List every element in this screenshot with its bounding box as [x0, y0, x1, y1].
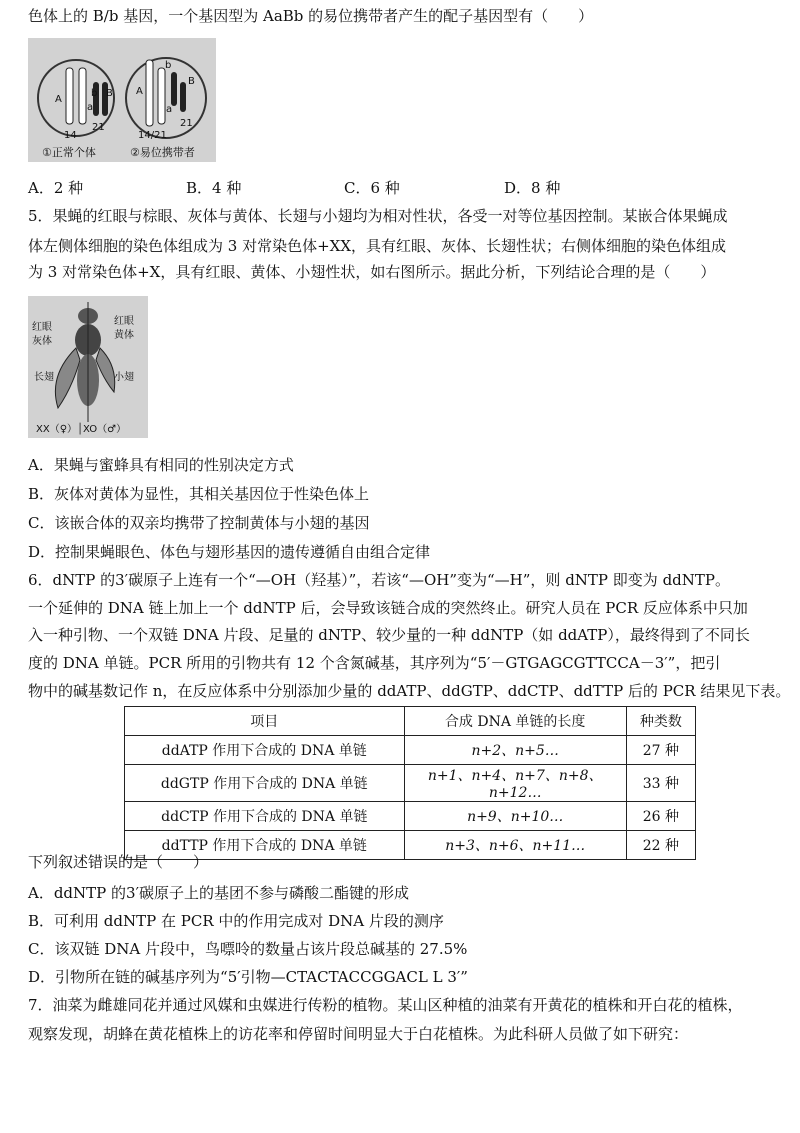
fly-label-red-eye-left: 红眼 [32, 322, 52, 333]
table-header: 合成 DNA 单链的长度 [404, 707, 626, 736]
q6-stem-line-4: 度的 DNA 单链。PCR 所用的引物共有 12 个含氮碱基，其序列为“5′－GTGAGCGTTCCA－3′”，把引 [28, 654, 721, 672]
fig-label-14-left: 14 [64, 130, 77, 141]
q6-stem-line-1: 6．dNTP 的3′碳原子上连有一个“—OH（羟基）”，若该“—OH”变为“—H”，则 dNTP 即变为 ddNTP。 [28, 571, 730, 589]
fig-label-21-left: 21 [92, 122, 105, 133]
fig-label-21-right: 21 [180, 118, 193, 129]
table-header: 种类数 [626, 707, 695, 736]
table-cell: ddGTP 作用下合成的 DNA 单链 [125, 765, 405, 802]
fig-caption-carrier: ②易位携带者 [130, 146, 195, 159]
table-cell: n+3、n+6、n+11… [404, 831, 626, 860]
fig-label-A-left: A [55, 94, 62, 105]
q5-stem-line-1: 5．果蝇的红眼与棕眼、灰体与黄体、长翅与小翅均为相对性状，各受一对等位基因控制。某嵌合体果蝇成 [28, 207, 728, 225]
fly-label-long-wing: 长翅 [34, 372, 54, 383]
q6-option-c[interactable]: C．该双链 DNA 片段中，鸟嘌呤的数量占该片段总碱基的 27.5% [28, 940, 468, 958]
fly-label-gray-body: 灰体 [32, 336, 52, 347]
table-cell: n+1、n+4、n+7、n+8、n+12… [404, 765, 626, 802]
q4-option-b[interactable]: B．4 种 [186, 179, 242, 197]
fig-label-a-left: a [87, 102, 94, 113]
fig-label-b-left: b [91, 88, 98, 99]
q5-stem-line-3: 为 3 对常染色体+X，具有红眼、黄体、小翅性状，如右图所示。据此分析，下列结论合理的是（ ） [28, 263, 716, 281]
fig-label-B-right: B [188, 76, 195, 87]
q6-stem-line-3: 入一种引物、一个双链 DNA 片段、足量的 dNTP、较少量的一种 ddNTP（如 ddATP），最终得到了不同长 [28, 626, 750, 644]
q4-option-d[interactable]: D．8 种 [504, 179, 561, 197]
q6-stem-line-2: 一个延伸的 DNA 链上加上一个 ddNTP 后，会导致该链合成的突然终止。研究人员在 PCR 反应体系中只加 [28, 599, 748, 617]
q7-stem-line-2: 观察发现，胡蜂在黄花植株上的访花率和停留时间明显大于白花植株。为此科研人员做了如下研究： [28, 1025, 689, 1043]
table-cell: ddTTP 作用下合成的 DNA 单链 [125, 831, 405, 860]
fig-label-a-right: a [166, 104, 173, 115]
table-cell: n+9、n+10… [404, 802, 626, 831]
q7-stem-line-1: 7．油菜为雌雄同花并通过风媒和虫媒进行传粉的植物。某山区种植的油菜有开黄花的植株和开白花的植株， [28, 996, 743, 1014]
fruit-fly-figure [28, 296, 148, 438]
table-cell: n+2、n+5… [404, 736, 626, 765]
table-row [125, 802, 696, 831]
fly-label-chromosomes: XX（♀）│XO（♂） [36, 424, 127, 435]
q6-ask: 下列叙述错误的是（ ） [28, 853, 209, 871]
fig-label-B-left: B [106, 88, 113, 99]
table-row [125, 736, 696, 765]
table-cell: 26 种 [626, 802, 695, 831]
q6-option-d[interactable]: D．引物所在链的碱基序列为“5′引物—CTACTACCGGACL L 3′” [28, 968, 468, 986]
pcr-results-table [124, 706, 696, 860]
q6-stem-line-5: 物中的碱基数记作 n，在反应体系中分别添加少量的 ddATP、ddGTP、ddCTP、ddTTP 后的 PCR 结果见下表。 [28, 682, 791, 700]
q4-option-c[interactable]: C．6 种 [344, 179, 400, 197]
q4-stem-line: 色体上的 B/b 基因，一个基因型为 AaBb 的易位携带者产生的配子基因型有（ ） [28, 7, 594, 25]
table-cell: 22 种 [626, 831, 695, 860]
q4-option-a[interactable]: A．2 种 [28, 179, 84, 197]
fly-label-red-eye-right: 红眼 [114, 316, 134, 327]
q6-option-a[interactable]: A．ddNTP 的3′碳原子上的基团不参与磷酸二酯键的形成 [28, 884, 409, 902]
q5-option-d[interactable]: D．控制果蝇眼色、体色与翅形基因的遗传遵循自由组合定律 [28, 543, 431, 561]
table-cell: 27 种 [626, 736, 695, 765]
fly-label-small-wing: 小翅 [114, 372, 134, 383]
q6-option-b[interactable]: B．可利用 ddNTP 在 PCR 中的作用完成对 DNA 片段的测序 [28, 912, 444, 930]
q5-option-b[interactable]: B．灰体对黄体为显性，其相关基因位于性染色体上 [28, 485, 370, 503]
table-cell: ddATP 作用下合成的 DNA 单链 [125, 736, 405, 765]
fig-label-A-right: A [136, 86, 143, 97]
fly-label-yellow-body: 黄体 [114, 330, 134, 341]
table-header: 项目 [125, 707, 405, 736]
q5-option-a[interactable]: A．果蝇与蜜蜂具有相同的性别决定方式 [28, 456, 294, 474]
fig-caption-normal: ①正常个体 [42, 146, 96, 159]
table-row [125, 765, 696, 802]
fig-label-b-right: b [165, 60, 172, 71]
q5-option-c[interactable]: C．该嵌合体的双亲均携带了控制黄体与小翅的基因 [28, 514, 370, 532]
fig-label-14-21-right: 14/21 [138, 130, 167, 141]
table-cell: 33 种 [626, 765, 695, 802]
table-row [125, 831, 696, 860]
table-header-row [125, 707, 696, 736]
chromosome-figure [28, 38, 216, 162]
q5-stem-line-2: 体左侧体细胞的染色体组成为 3 对常染色体+XX，具有红眼、灰体、长翅性状；右侧体细胞的染色体组成 [28, 237, 727, 255]
table-cell: ddCTP 作用下合成的 DNA 单链 [125, 802, 405, 831]
